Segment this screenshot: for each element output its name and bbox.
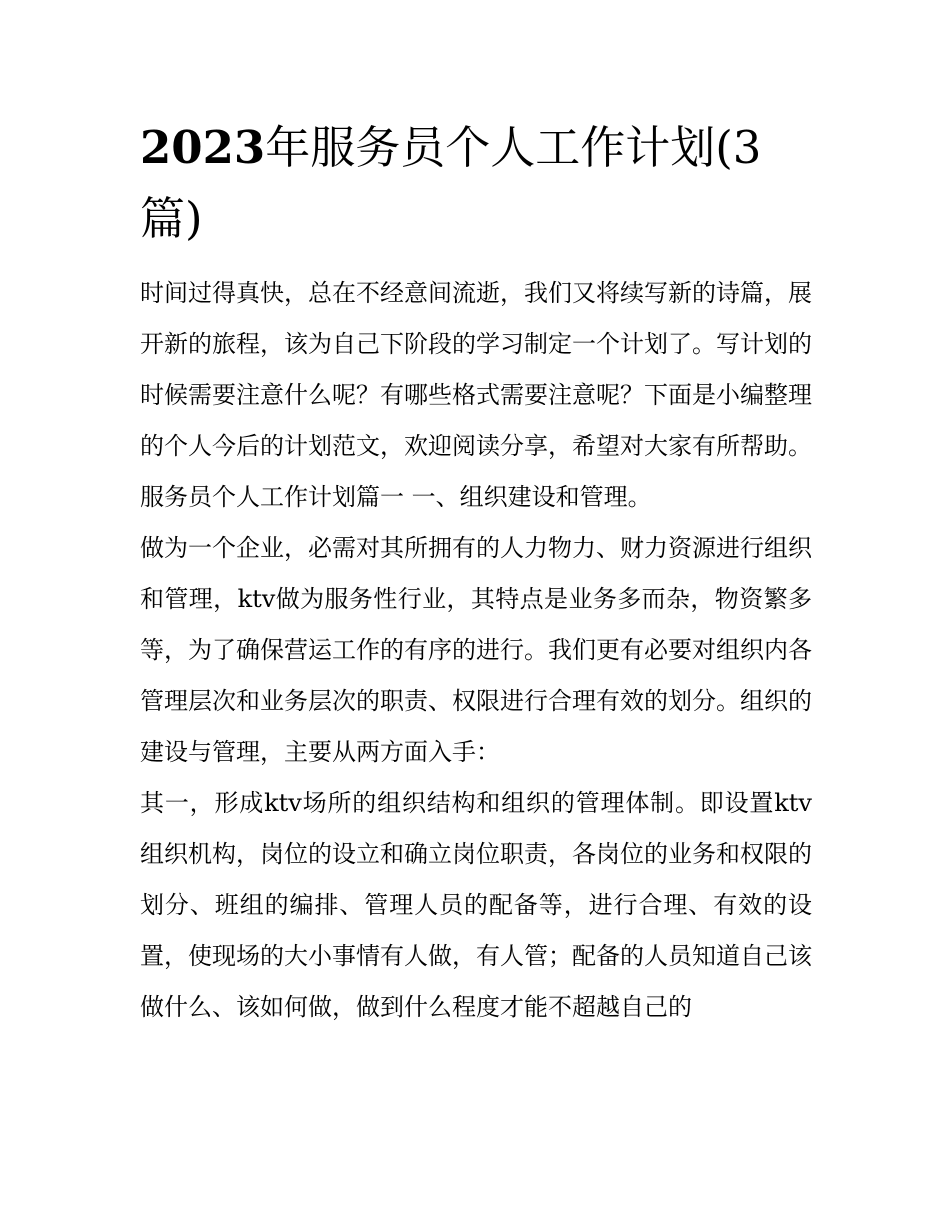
body-paragraph: 其一，形成ktv场所的组织结构和组织的管理体制。即设置ktv组织机构，岗位的设立和确立岗位职责，各岗位的业务和权限的划分、班组的编排、管理人员的配备等，进行合理、有效的设置，使现场的大小事情有人做，有人管；配备的人员知道自己该做什么、该如何做，做到什么程度才能不超越自己的 <box>140 789 812 1021</box>
intro-paragraph: 时间过得真快，总在不经意间流逝，我们又将续写新的诗篇，展开新的旅程，该为自己下阶段的学习制定一个计划了。写计划的时候需要注意什么呢？有哪些格式需要注意呢？下面是小编整理的个人今后的计划范文，欢迎阅读分享，希望对大家有所帮助。 <box>140 279 812 460</box>
document-title: 2023年服务员个人工作计划(3篇) <box>140 121 762 245</box>
section-heading-paragraph: 服务员个人工作计划篇一 一、组织建设和管理。 <box>140 483 652 511</box>
document-body <box>140 112 812 1033</box>
body-paragraph: 做为一个企业，必需对其所拥有的人力物力、财力资源进行组织和管理，ktv做为服务性行业，其特点是业务多而杂，物资繁多等，为了确保营运工作的有序的进行。我们更有必要对组织内各管理层次和业务层次的职责、权限进行合理有效的划分。组织的建设与管理，主要从两方面入手： <box>140 534 812 766</box>
